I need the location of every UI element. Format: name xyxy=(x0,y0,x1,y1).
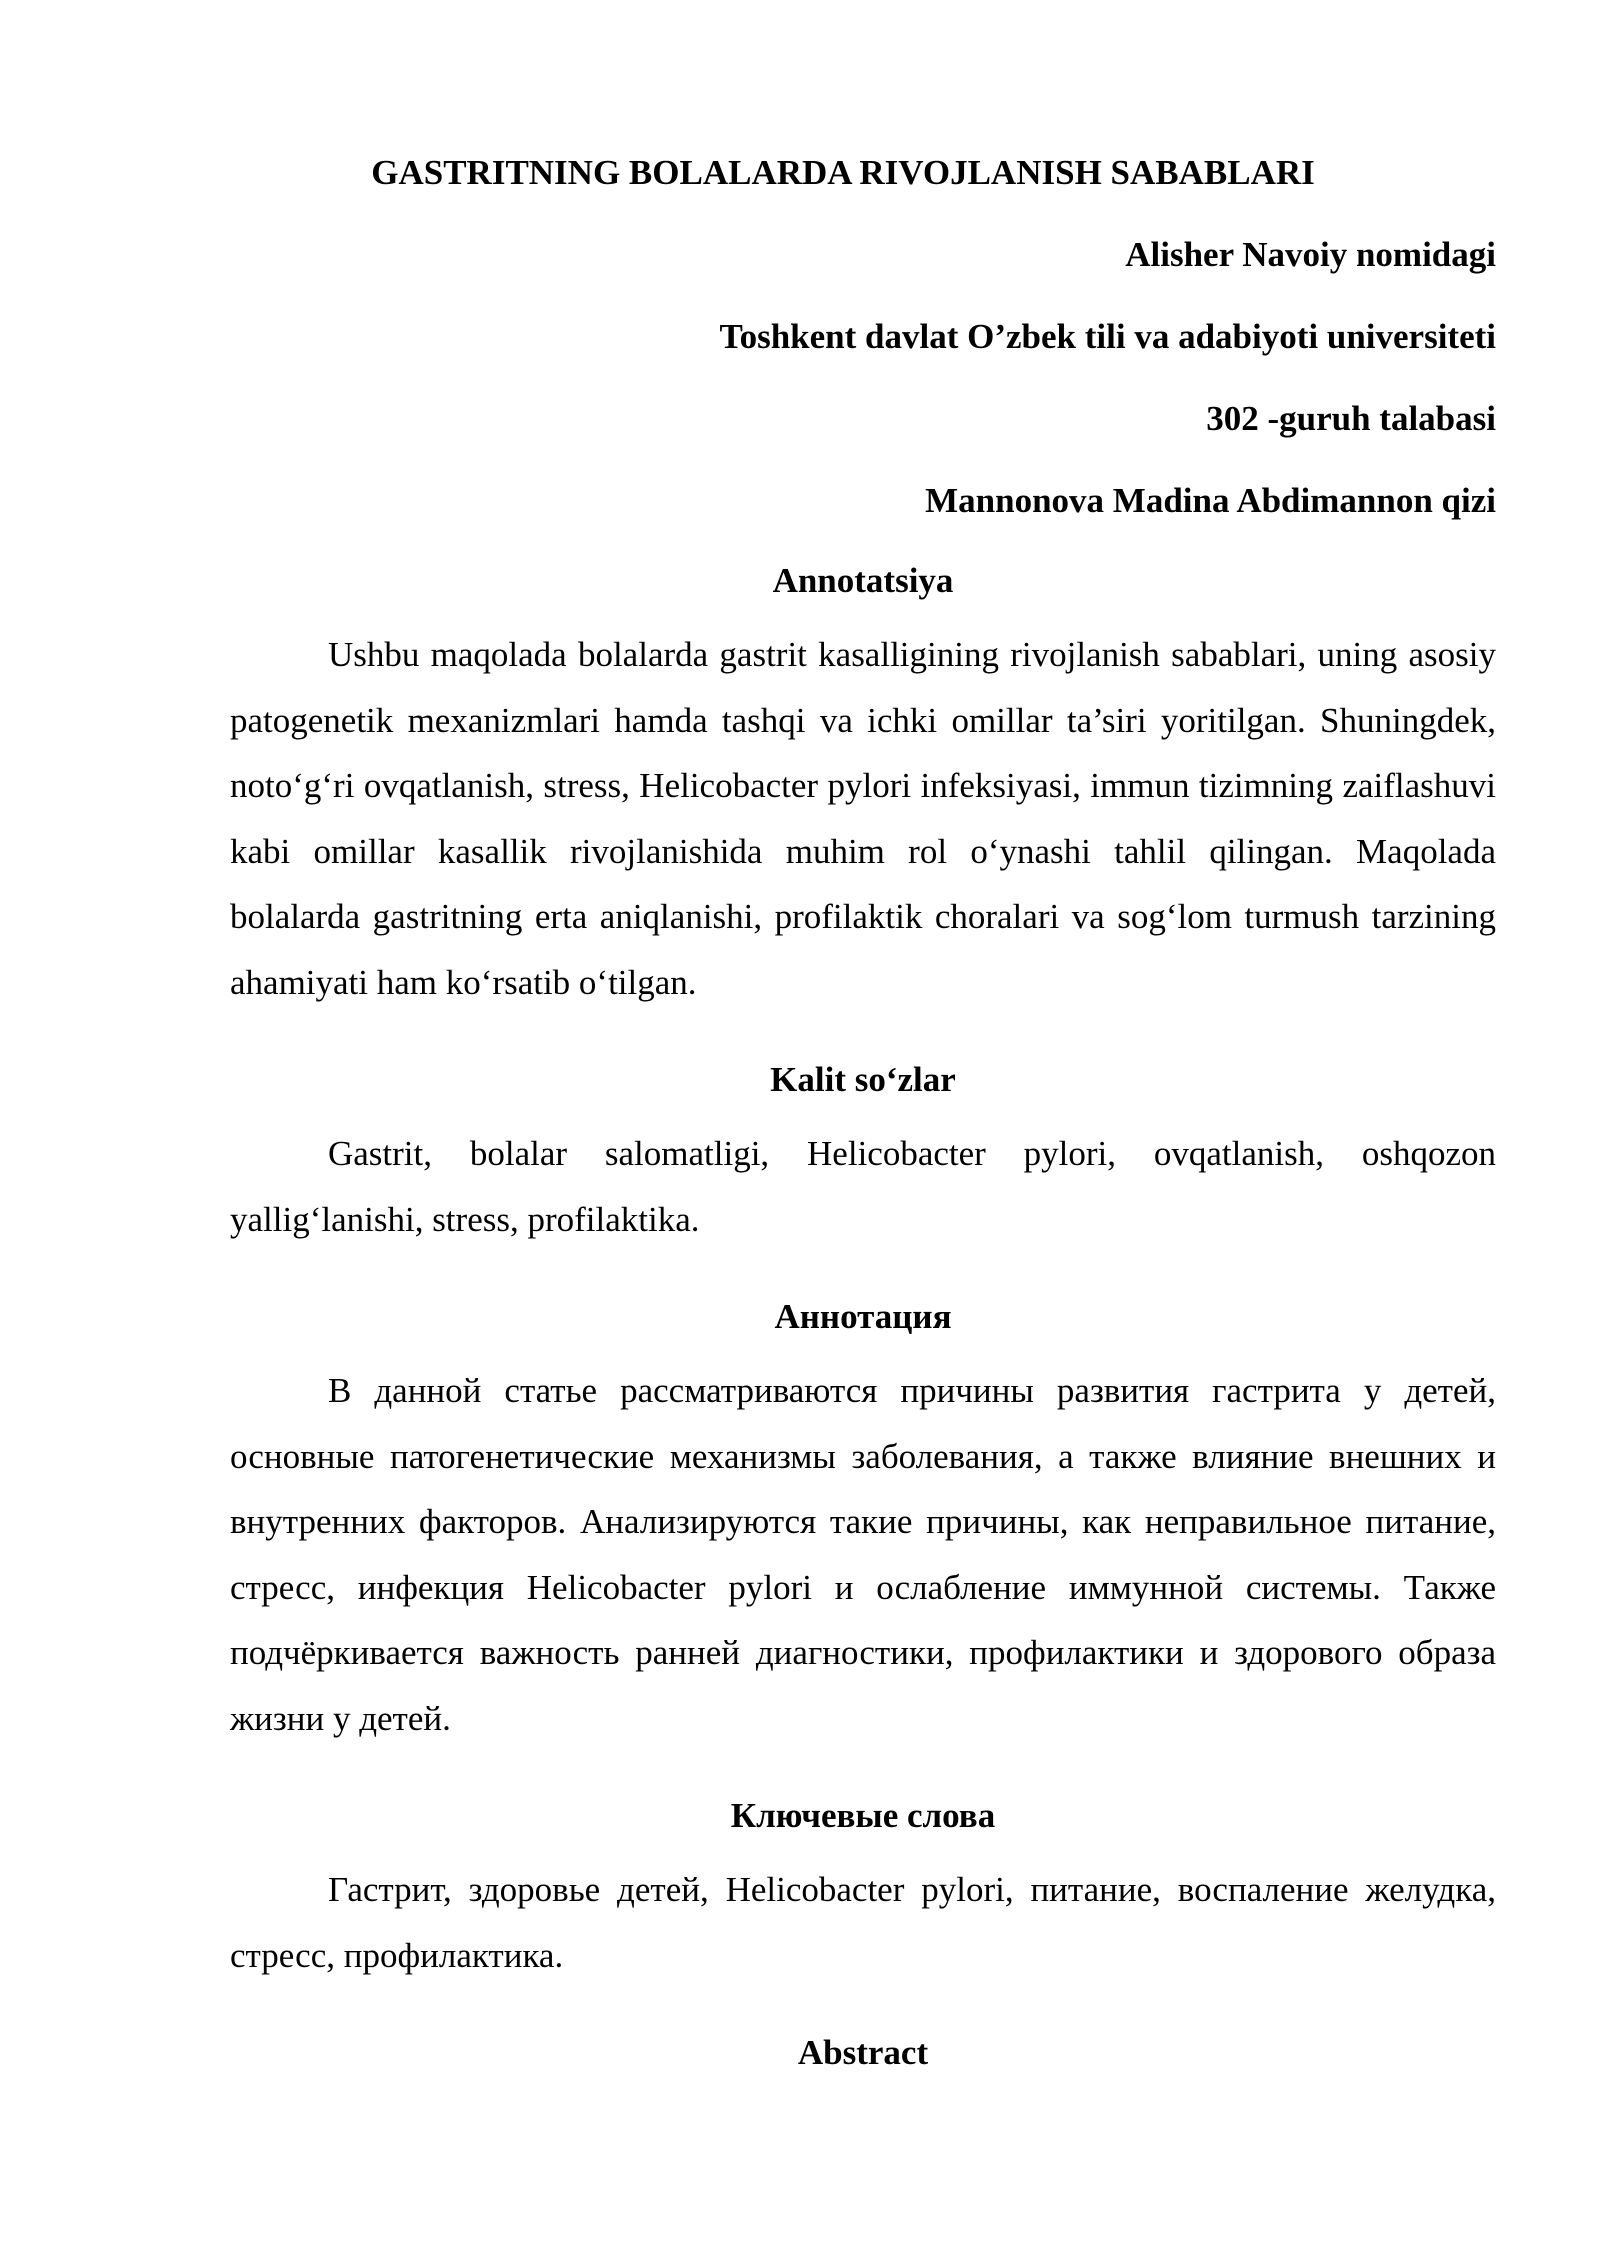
author-group-line: 302 -guruh talabasi xyxy=(1206,399,1496,438)
keywords-heading-ru: Ключевые слова xyxy=(730,1796,996,1835)
author-affiliation-line-1: Alisher Navoiy nomidagi xyxy=(1125,235,1496,274)
author-affiliation-line-2: Toshkent davlat O’zbek tili va adabiyoti universiteti xyxy=(719,317,1496,356)
abstract-heading-ru: Аннотация xyxy=(774,1297,952,1336)
keywords-text-uz: Gastrit, bolalar salomatligi, Helicobacter pylori, ovqatlanish, oshqozon yallig‘lanishi, stress, profilaktika. xyxy=(230,1134,1496,1239)
abstract-text-ru: В данной статье рассматриваются причины развития гастрита у детей, основные патогенетические механизмы заболевания, а также влияние внешних и внутренних факторов. Анализируются такие причины, как неправильное питание, стресс, инфекция Helicobacter pylori и ослабление иммунной системы. Также подчёркивается важность ранней диагностики, профилактики и здорового образа жизни у детей. xyxy=(230,1371,1496,1738)
abstract-heading-en: Abstract xyxy=(797,2033,929,2072)
abstract-heading-uz: Annotatsiya xyxy=(772,561,954,600)
paper-title: GASTRITNING BOLALARDA RIVOJLANISH SABABLARI xyxy=(371,153,1315,192)
keywords-text-ru: Гастрит, здоровье детей, Helicobacter pylori, питание, воспаление желудка, стресс, профилактика. xyxy=(230,1870,1496,1975)
abstract-text-uz: Ushbu maqolada bolalarda gastrit kasalligining rivojlanish sabablari, uning asosiy patogenetik mexanizmlari hamda tashqi va ichki omillar ta’siri yoritilgan. Shuningdek, noto‘g‘ri ovqatlanish, stress, Helicobacter pylori infeksiyasi, immun tizimning zaiflashuvi kabi omillar kasallik rivojlanishida muhim rol o‘ynashi tahlil qilingan. Maqolada bolalarda gastritning erta aniqlanishi, profilaktik choralari va sog‘lom turmush tarzining ahamiyati ham ko‘rsatib o‘tilgan. xyxy=(230,635,1496,1002)
document-page xyxy=(230,148,1496,2094)
author-name: Mannonova Madina Abdimannon qizi xyxy=(925,481,1496,520)
keywords-heading-uz: Kalit so‘zlar xyxy=(770,1060,956,1099)
